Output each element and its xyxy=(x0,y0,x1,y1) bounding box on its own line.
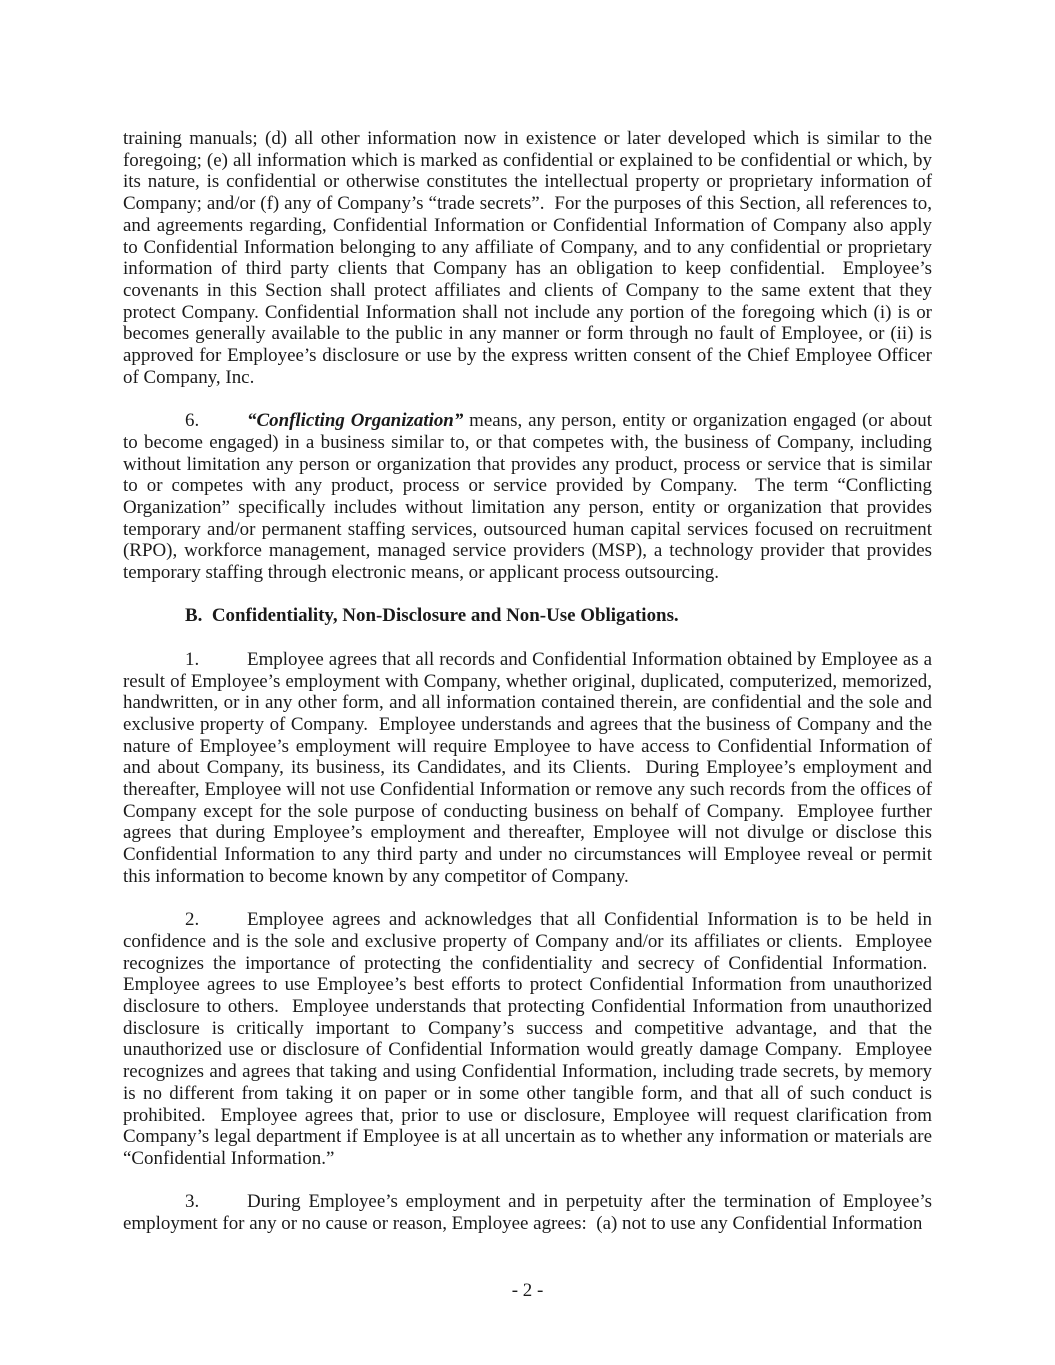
paragraph-continuation: training manuals; (d) all other information now in existence or later developed which is similar to the foregoing; (e) all information which is marked as confidential or explained to be confidential or which, by its nature, is confidential or otherwise constitutes the intellectual property or proprietary information of Company; and/or (f) any of Company’s “trade secrets”. For the purposes of this Section, all references to, and agreements regarding, Confidential Information or Confidential Information of Company also apply to Confidential Information belonging to any affiliate of Company, and to any confidential or proprietary information of third party clients that Company has an obligation to keep confidential. Employee’s covenants in this Section shall protect affiliates and clients of Company to the same extent that they protect Company. Confidential Information shall not include any portion of the foregoing which (i) is or becomes generally available to the public in any manner or form through no fault of Employee, or (ii) is approved for Employee’s disclosure or use by the express written consent of the Chief Employee Officer of Company, Inc. xyxy=(123,128,932,388)
document-body xyxy=(123,128,932,1256)
item-6-number: 6. xyxy=(185,410,200,432)
item-6-text: means, any person, entity or organization engaged (or about to become engaged) in a business similar to, or that competes with, the business of Company, including without limitation any person or organization that provides any product, process or service that is similar to or competes with any product, process or service provided by Company. The term “Conflicting Organization” specifically includes without limitation any person, entity or organization that provides temporary and/or permanent staffing services, outsourced human capital services focused on recruitment (RPO), workforce management, managed service providers (MSP), a technology provider that provides temporary staffing through electronic means, or applicant process outsourcing. xyxy=(123,410,932,584)
page-number: - 2 - xyxy=(511,1280,544,1301)
item-2-number: 2. xyxy=(185,909,200,931)
page-footer xyxy=(123,1280,932,1302)
paragraph-item-2 xyxy=(123,909,932,1169)
item-1-text: Employee agrees that all records and Confidential Information obtained by Employee as a result of Employee’s employment with Company, whether original, duplicated, computerized, memorized, handwritten, or in any other form, and all information contained therein, are confidential and the sole and exclusive property of Company. Employee understands and agrees that the business of Company and the nature of Employee’s employment will require Employee to have access to Confidential Information of and about Company, its business, its Candidates, and its Clients. During Employee’s employment and thereafter, Employee will not use Confidential Information or remove any such records from the offices of Company except for the sole purpose of conducting business on behalf of Company. Employee further agrees that during Employee’s employment and thereafter, Employee will not divulge or disclose this Confidential Information to any third party and under no circumstances will Employee reveal or permit this information to become known by any competitor of Company. xyxy=(123,648,932,887)
item-6-defined-term: “Conflicting Organization” xyxy=(247,410,464,432)
item-2-text: Employee agrees and acknowledges that all Confidential Information is to be held in confidence and is the sole and exclusive property of Company and/or its affiliates or clients. Employee recognizes the importance of protecting the confidentiality and secrecy of Confidential Information. Employee agrees to use Employee’s best efforts to protect Confidential Information from unauthorized disclosure to others. Employee understands that protecting Confidential Information from unauthorized disclosure is critically important to Company’s success and competitive advantage, and that the unauthorized use or disclosure of Confidential Information would greatly damage Company. Employee recognizes and agrees that taking and using Confidential Information, including trade secrets, by memory is no different from taking it on paper or in some other tangible form, and that all of such conduct is prohibited. Employee agrees that, prior to use or disclosure, Employee will request clarification from Company’s legal department if Employee is at all uncertain as to whether any information or materials are “Confidential Information.” xyxy=(123,909,932,1169)
paragraph-item-1 xyxy=(123,649,932,888)
section-b-heading: B. Confidentiality, Non-Disclosure and Non-Use Obligations. xyxy=(185,605,679,627)
item-1-number: 1. xyxy=(185,648,200,670)
paragraph-item-6 xyxy=(123,410,932,584)
paragraph-item-3 xyxy=(123,1191,932,1234)
item-3-text: During Employee’s employment and in perpetuity after the termination of Employee’s employment for any or no cause or reason, Employee agrees: (a) not to use any Confidential Information xyxy=(123,1191,932,1235)
item-3-number: 3. xyxy=(185,1191,200,1213)
